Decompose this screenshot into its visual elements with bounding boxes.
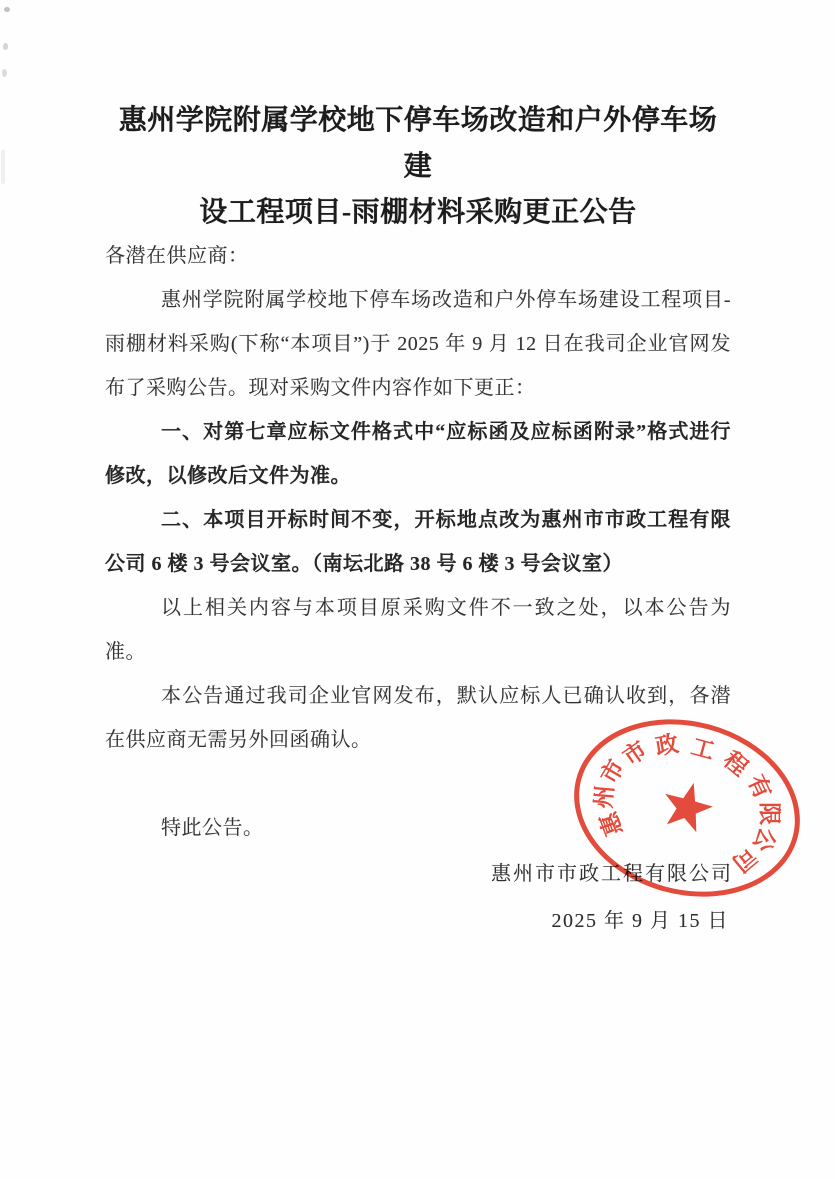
scan-artifact <box>4 7 10 12</box>
company-seal <box>567 708 807 908</box>
seal-char: 市 <box>618 736 652 771</box>
document-title <box>105 98 731 236</box>
scan-artifact <box>1 150 5 184</box>
seal-char: 市 <box>596 755 630 788</box>
seal-char: 惠 <box>595 808 628 840</box>
paragraph-notice: 本公告通过我司企业官网发布，默认应标人已确认收到，各潜在供应商无需另外回函确认。 <box>105 685 731 751</box>
issuer-company-name: 惠州市市政工程有限公司 <box>491 863 733 885</box>
scan-artifact <box>2 69 7 77</box>
seal-char: 有 <box>743 771 776 803</box>
issue-date: 2025 年 9 月 15 日 <box>551 910 729 932</box>
seal-char: 司 <box>727 842 762 877</box>
seal-char: 州 <box>590 784 618 810</box>
paragraph-correction-1: 一、对第七章应标文件格式中“应标函及应标函附录”格式进行修改，以修改后文件为准。 <box>105 421 731 487</box>
seal-star-icon <box>658 776 718 834</box>
paragraph-validity: 以上相关内容与本项目原采购文件不一致之处，以本公告为准。 <box>105 597 731 663</box>
closing-statement: 特此公告。 <box>161 817 264 839</box>
title-line-2: 设工程项目-雨棚材料采购更正公告 <box>199 197 637 228</box>
seal-char: 公 <box>747 823 781 856</box>
salutation: 各潜在供应商： <box>105 245 249 267</box>
paragraph-intro: 惠州学院附属学校地下停车场改造和户外停车场建设工程项目-雨棚材料采购(下称“本项目”)于 2025 年 9 月 12 日在我司企业官网发布了采购公告。现对采购文件内容作如下更正： <box>105 289 731 399</box>
seal-char: 程 <box>718 746 753 781</box>
seal-char: 政 <box>653 731 681 760</box>
title-line-1: 惠州学院附属学校地下停车场改造和户外停车场建 <box>118 105 718 182</box>
seal-char: 工 <box>688 734 718 765</box>
paragraph-correction-2: 二、本项目开标时间不变，开标地点改为惠州市市政工程有限公司 6 楼 3 号会议室。（南坛北路 38 号 6 楼 3 号会议室） <box>105 509 731 575</box>
seal-char: 限 <box>756 802 782 826</box>
scan-artifact <box>3 43 8 50</box>
